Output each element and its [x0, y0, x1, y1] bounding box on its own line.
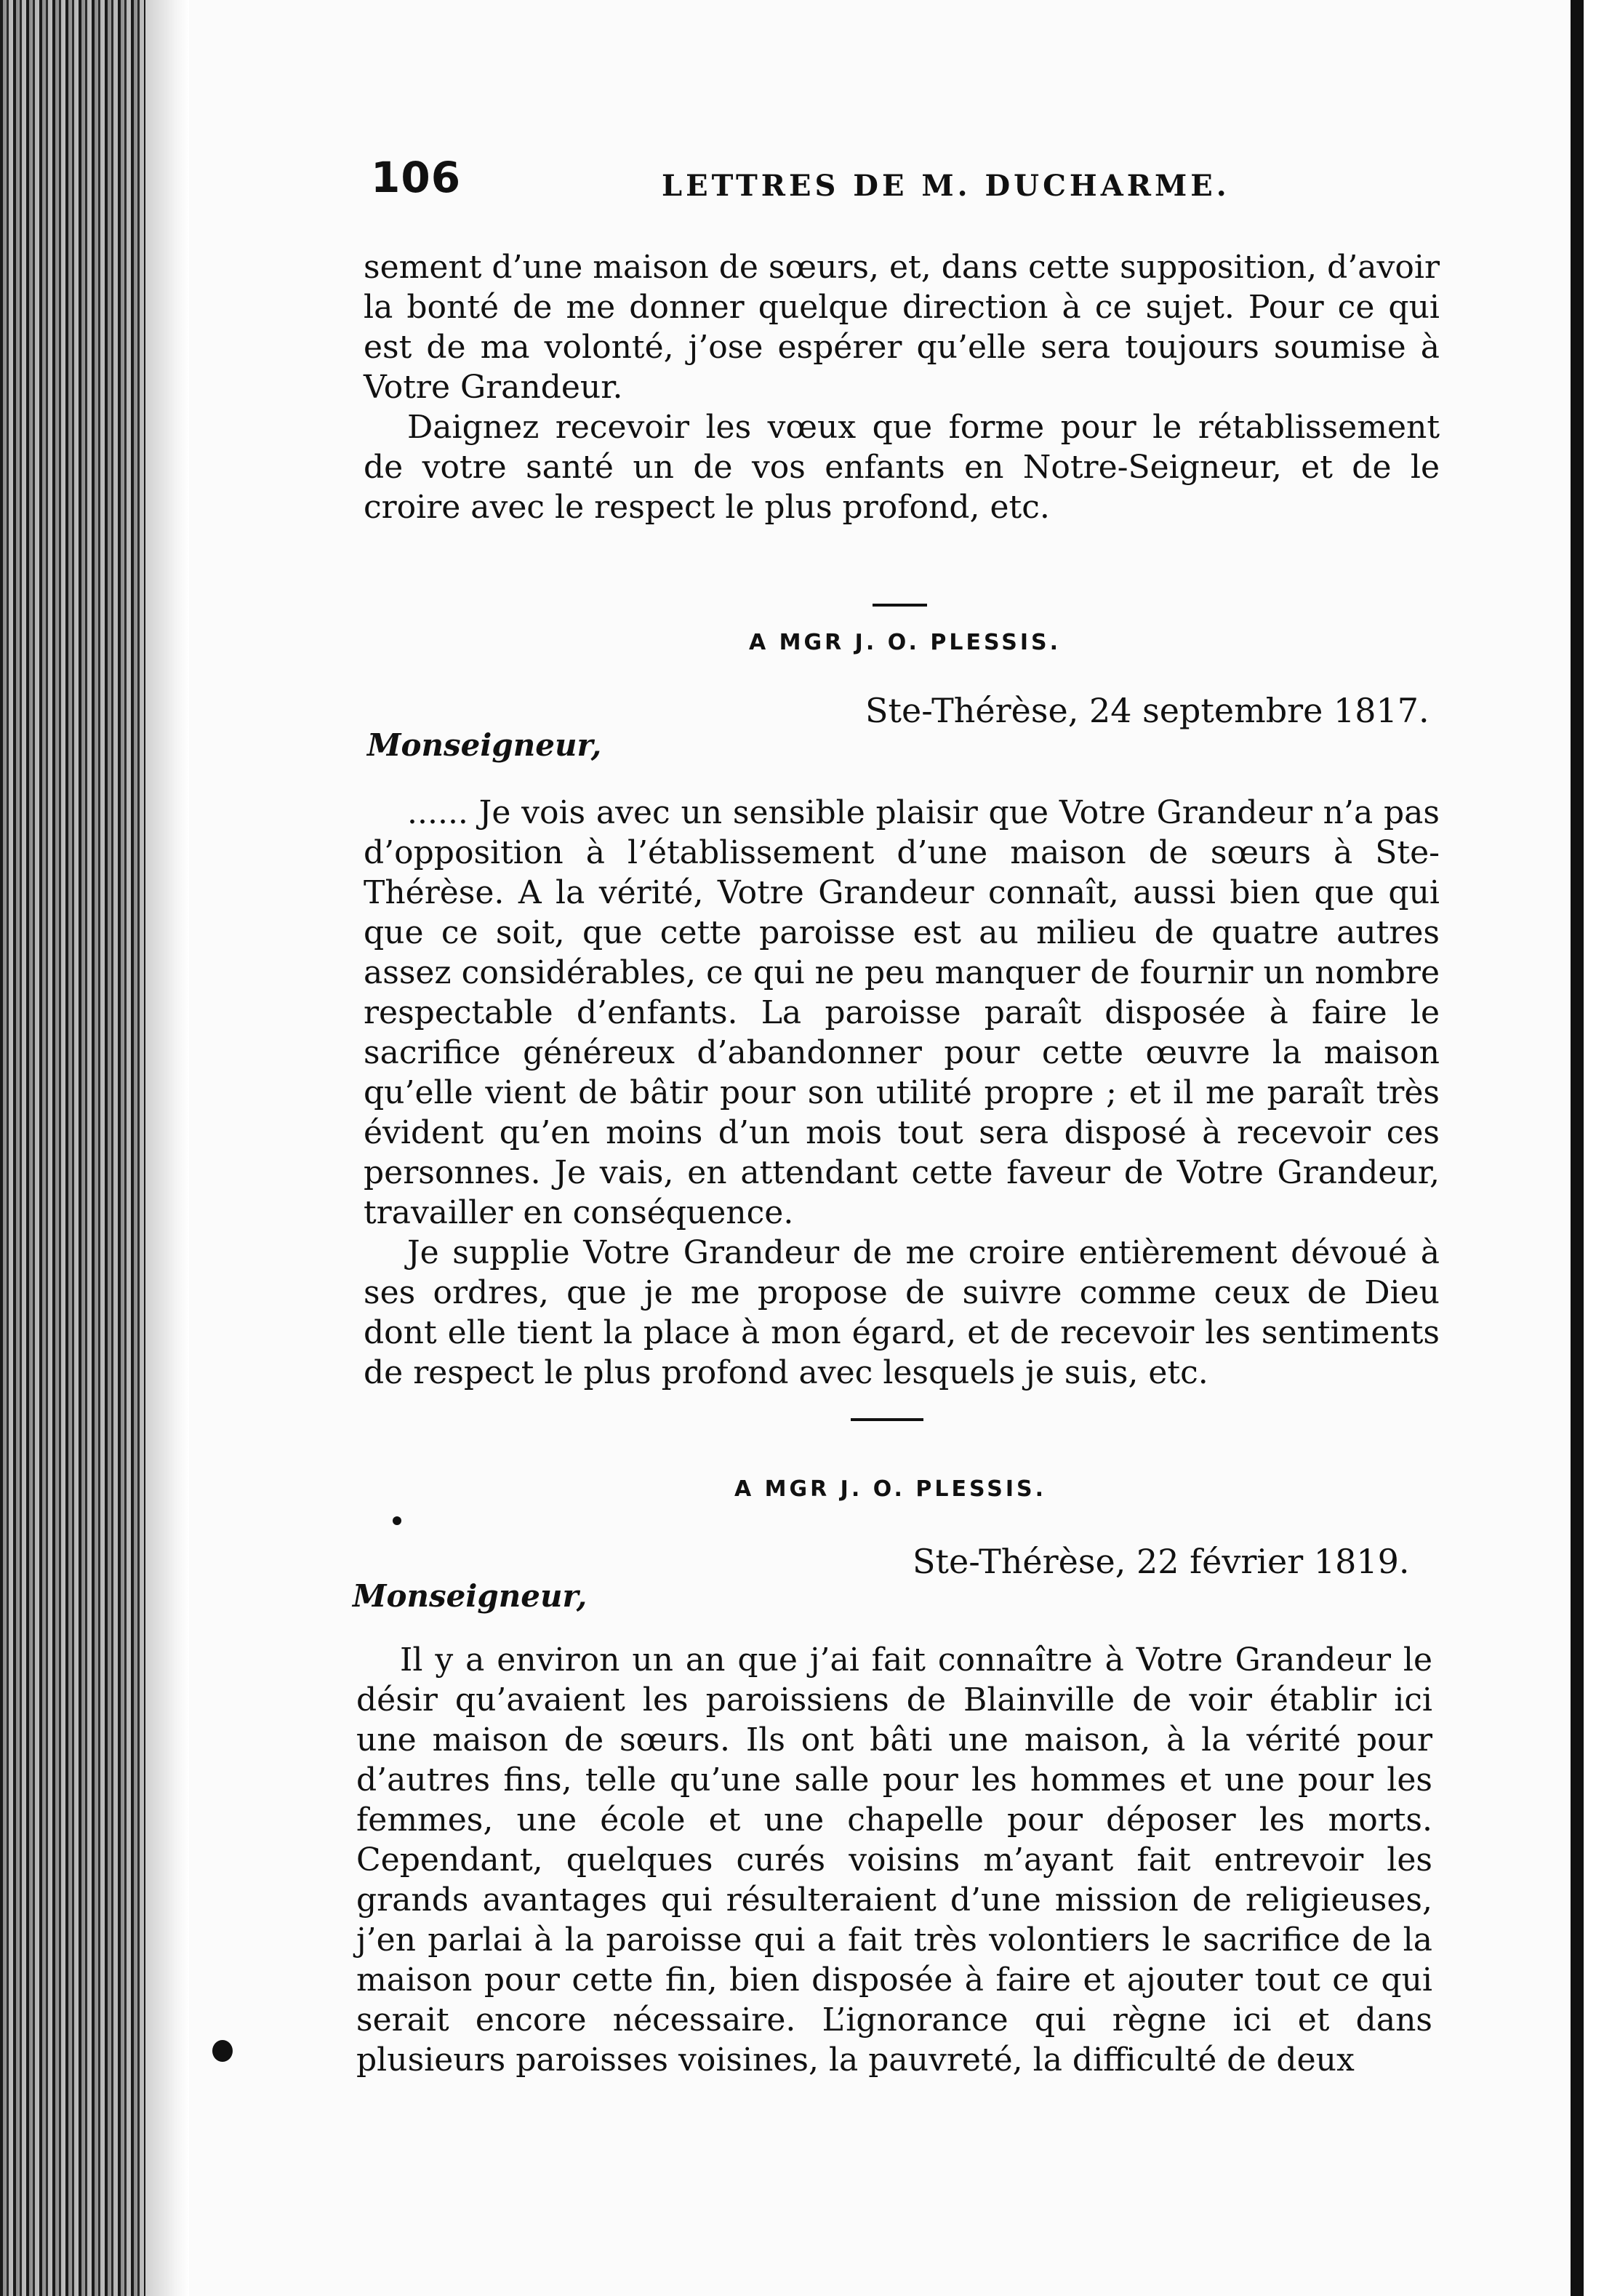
book-gutter: [0, 0, 145, 2296]
ink-speck: [393, 1516, 401, 1525]
continuation-text: [364, 247, 1440, 527]
letter-dateline: Ste-Thérèse, 24 septembre 1817.: [865, 691, 1429, 730]
continuation-paragraph: sement d’une maison de sœurs, et, dans cette supposition, d’avoir la bonté de me donner quelque direction à ce sujet. Pour ce qui est de ma volonté, j’ose espérer qu’elle sera toujours soumise à Votre Grandeur.: [364, 249, 1440, 406]
letter-salutation: Monseigneur,: [353, 1578, 588, 1614]
ink-blot: [212, 2040, 233, 2062]
letter-paragraph: Il y a environ un an que j’ai fait connaître à Votre Grandeur le désir qu’avaient les paroissiens de Blainville de voir établir ici une maison de sœurs. Ils ont bâti une maison, à la vérité pour d’autres fins, telle qu’une salle pour les hommes et une pour les femmes, une école et une chapelle pour déposer les morts. Cependant, quelques curés voisins m’ayant fait entrevoir les grands avantages qui résulteraient d’une mission de religieuses, j’en parlai à la paroisse qui a fait très volontiers le sacrifice de la maison pour cette fin, bien disposée à faire et ajouter tout ce qui serait encore nécessaire. L’ignorance qui règne ici et dans plusieurs paroisses voisines, la pauvreté, la difficulté de deux: [356, 1641, 1432, 2079]
right-margin: [1584, 0, 1604, 2296]
running-head: LETTRES DE M. DUCHARME.: [662, 169, 1230, 203]
section-divider: [873, 604, 927, 607]
letter-recipient: A MGR J. O. PLESSIS.: [734, 1476, 1046, 1502]
letter-paragraph: Je supplie Votre Grandeur de me croire entièrement dévoué à ses ordres, que je me propose de suivre comme ceux de Dieu dont elle tient la place à mon égard, et de recevoir les sentiments de respect le plus profond avec lesquels je suis, etc.: [364, 1234, 1440, 1391]
letter-body: [364, 793, 1440, 1393]
page-header: [371, 153, 1447, 218]
continuation-paragraph: Daignez recevoir les vœux que forme pour le rétablissement de votre santé un de vos enfants en Notre-Seigneur, et de le croire avec le respect le plus profond, etc.: [364, 409, 1440, 526]
letter-paragraph: ...... Je vois avec un sensible plaisir que Votre Grandeur n’a pas d’opposition à l’établissement d’une maison de sœurs à Ste-Thérèse. A la vérité, Votre Grandeur connaît, aussi bien que qui que ce soit, que cette paroisse est au milieu de quatre autres assez considérables, ce qui ne peu manquer de fournir un nombre respectable d’enfants. La paroisse paraît disposée à faire le sacrifice généreux d’abandonner pour cette œuvre la maison qu’elle vient de bâtir pour son utilité propre ; et il me paraît très évident qu’en moins d’un mois tout sera disposé à recevoir ces personnes. Je vais, en attendant cette faveur de Votre Grandeur, travailler en conséquence.: [364, 794, 1440, 1231]
letter-salutation: Monseigneur,: [367, 727, 602, 763]
section-divider: [851, 1418, 923, 1421]
gutter-shadow: [145, 0, 189, 2296]
page-number: 106: [371, 153, 462, 202]
letter-dateline: Ste-Thérèse, 22 février 1819.: [913, 1542, 1410, 1581]
letter-body: [356, 1640, 1432, 2080]
page-right-edge: [1571, 0, 1584, 2296]
letter-recipient: A MGR J. O. PLESSIS.: [749, 630, 1061, 655]
